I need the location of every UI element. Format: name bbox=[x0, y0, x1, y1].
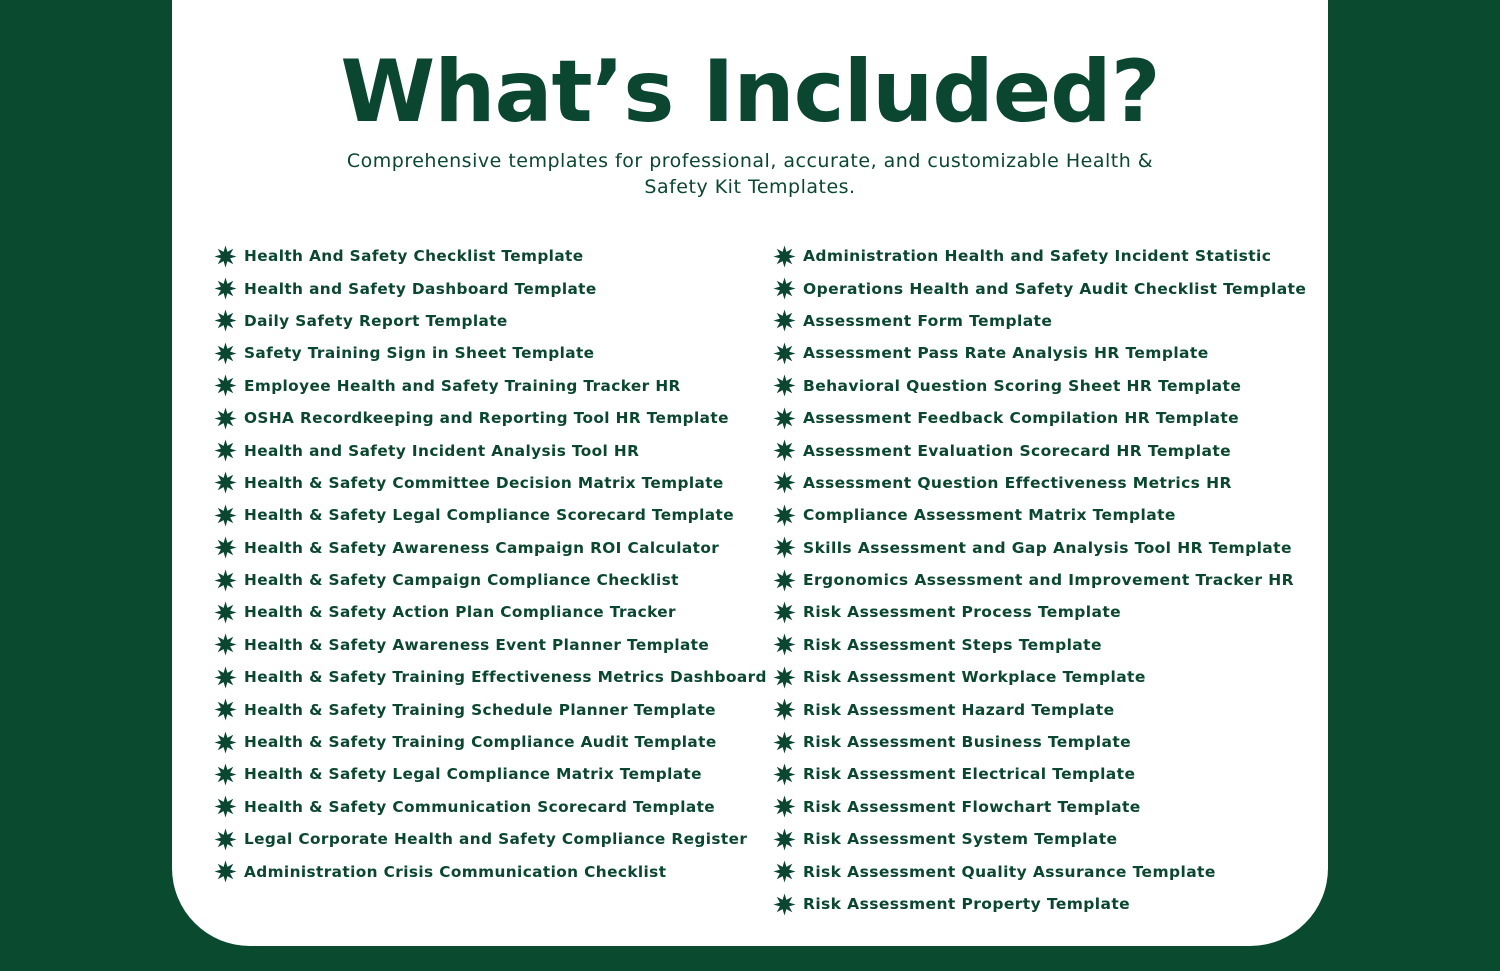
list-item bbox=[214, 532, 767, 564]
star-burst-icon bbox=[773, 504, 796, 527]
star-burst-icon bbox=[773, 536, 796, 559]
list-item-label: Safety Training Sign in Sheet Template bbox=[244, 344, 595, 363]
star-burst-icon bbox=[214, 860, 237, 883]
list-item bbox=[773, 305, 1306, 337]
list-item-label: Behavioral Question Scoring Sheet HR Template bbox=[803, 376, 1242, 395]
list-item-label: Health & Safety Training Schedule Planner Template bbox=[244, 700, 716, 719]
star-burst-icon bbox=[214, 277, 237, 300]
star-burst-icon bbox=[773, 893, 796, 916]
list-item bbox=[773, 499, 1306, 531]
star-burst-icon bbox=[214, 828, 237, 851]
star-burst-icon bbox=[773, 601, 796, 624]
star-burst-icon bbox=[773, 374, 796, 397]
list-item-label: Risk Assessment Business Template bbox=[803, 733, 1132, 752]
list-item bbox=[773, 272, 1306, 304]
list-item-label: OSHA Recordkeeping and Reporting Tool HR Template bbox=[244, 409, 729, 428]
star-burst-icon bbox=[773, 666, 796, 689]
list-item-label: Health & Safety Action Plan Compliance Tracker bbox=[244, 603, 676, 622]
star-burst-icon bbox=[773, 860, 796, 883]
list-item-label: Administration Health and Safety Incident Statistic bbox=[803, 247, 1272, 266]
list-item-label: Risk Assessment Steps Template bbox=[803, 635, 1102, 654]
template-list-left bbox=[214, 240, 767, 888]
star-burst-icon bbox=[214, 795, 237, 818]
list-item bbox=[773, 661, 1306, 693]
list-item-label: Health & Safety Legal Compliance Matrix Template bbox=[244, 765, 702, 784]
star-burst-icon bbox=[214, 245, 237, 268]
star-burst-icon bbox=[773, 731, 796, 754]
list-item bbox=[214, 791, 767, 823]
list-item-label: Risk Assessment Electrical Template bbox=[803, 765, 1136, 784]
list-item-label: Health & Safety Awareness Campaign ROI Calculator bbox=[244, 538, 720, 557]
star-burst-icon bbox=[214, 504, 237, 527]
list-item-label: Risk Assessment Flowchart Template bbox=[803, 797, 1141, 816]
star-burst-icon bbox=[773, 277, 796, 300]
list-item bbox=[214, 499, 767, 531]
list-item bbox=[773, 726, 1306, 758]
star-burst-icon bbox=[214, 666, 237, 689]
star-burst-icon bbox=[214, 536, 237, 559]
list-item-label: Risk Assessment Process Template bbox=[803, 603, 1122, 622]
template-list-right bbox=[773, 240, 1306, 920]
list-item bbox=[773, 434, 1306, 466]
list-item bbox=[214, 402, 767, 434]
list-item bbox=[214, 661, 767, 693]
list-item bbox=[773, 596, 1306, 628]
star-burst-icon bbox=[773, 471, 796, 494]
list-item-label: Assessment Evaluation Scorecard HR Template bbox=[803, 441, 1232, 460]
star-burst-icon bbox=[773, 633, 796, 656]
star-burst-icon bbox=[214, 763, 237, 786]
list-item-label: Health and Safety Incident Analysis Tool HR bbox=[244, 441, 640, 460]
list-item-label: Health & Safety Awareness Event Planner Template bbox=[244, 635, 710, 654]
star-burst-icon bbox=[773, 569, 796, 592]
list-item bbox=[214, 693, 767, 725]
star-burst-icon bbox=[214, 731, 237, 754]
list-item bbox=[214, 337, 767, 369]
star-burst-icon bbox=[773, 763, 796, 786]
list-item bbox=[214, 855, 767, 887]
star-burst-icon bbox=[773, 698, 796, 721]
list-item-label: Health & Safety Communication Scorecard Template bbox=[244, 797, 716, 816]
star-burst-icon bbox=[773, 795, 796, 818]
page-subtitle: Comprehensive templates for professional, accurate, and customizable Health & Safety Kit Templates. bbox=[346, 150, 1154, 198]
list-item bbox=[773, 467, 1306, 499]
list-item-label: Risk Assessment Hazard Template bbox=[803, 700, 1115, 719]
star-burst-icon bbox=[214, 309, 237, 332]
list-item-label: Legal Corporate Health and Safety Compliance Register bbox=[244, 830, 748, 849]
star-burst-icon bbox=[214, 601, 237, 624]
list-item-label: Health and Safety Dashboard Template bbox=[244, 279, 597, 298]
star-burst-icon bbox=[214, 633, 237, 656]
list-item bbox=[214, 596, 767, 628]
list-item-label: Risk Assessment Workplace Template bbox=[803, 668, 1146, 687]
star-burst-icon bbox=[214, 342, 237, 365]
star-burst-icon bbox=[214, 439, 237, 462]
list-item bbox=[214, 240, 767, 272]
list-item bbox=[773, 823, 1306, 855]
list-item bbox=[773, 629, 1306, 661]
list-item bbox=[773, 758, 1306, 790]
star-burst-icon bbox=[773, 828, 796, 851]
star-burst-icon bbox=[773, 342, 796, 365]
list-item-label: Health & Safety Legal Compliance Scorecard Template bbox=[244, 506, 735, 525]
list-item-label: Employee Health and Safety Training Tracker HR bbox=[244, 376, 681, 395]
star-burst-icon bbox=[214, 374, 237, 397]
list-item bbox=[773, 532, 1306, 564]
star-burst-icon bbox=[773, 309, 796, 332]
list-item bbox=[773, 337, 1306, 369]
list-item-label: Assessment Pass Rate Analysis HR Template bbox=[803, 344, 1209, 363]
list-item-label: Administration Crisis Communication Checklist bbox=[244, 862, 667, 881]
list-item-label: Assessment Question Effectiveness Metrics HR bbox=[803, 473, 1232, 492]
list-item bbox=[214, 467, 767, 499]
list-item bbox=[773, 240, 1306, 272]
list-item-label: Risk Assessment Property Template bbox=[803, 895, 1131, 913]
list-item-label: Risk Assessment System Template bbox=[803, 830, 1118, 849]
list-item-label: Daily Safety Report Template bbox=[244, 311, 508, 330]
star-burst-icon bbox=[214, 471, 237, 494]
list-item bbox=[214, 434, 767, 466]
list-item-label: Compliance Assessment Matrix Template bbox=[803, 506, 1176, 525]
list-item-label: Health & Safety Training Effectiveness Metrics Dashboard bbox=[244, 668, 767, 687]
list-item bbox=[773, 564, 1306, 596]
list-item-label: Health And Safety Checklist Template bbox=[244, 247, 584, 266]
list-item bbox=[214, 564, 767, 596]
list-item-label: Health & Safety Training Compliance Audit Template bbox=[244, 733, 717, 752]
list-item bbox=[214, 758, 767, 790]
list-item bbox=[773, 693, 1306, 725]
list-item bbox=[214, 370, 767, 402]
list-item bbox=[773, 855, 1306, 887]
list-item bbox=[773, 370, 1306, 402]
list-item bbox=[773, 402, 1306, 434]
star-burst-icon bbox=[773, 245, 796, 268]
star-burst-icon bbox=[214, 407, 237, 430]
star-burst-icon bbox=[773, 439, 796, 462]
list-item bbox=[214, 305, 767, 337]
list-item-label: Health & Safety Committee Decision Matrix Template bbox=[244, 473, 724, 492]
star-burst-icon bbox=[773, 407, 796, 430]
page-title: What’s Included? bbox=[340, 42, 1160, 142]
list-item-label: Ergonomics Assessment and Improvement Tracker HR bbox=[803, 571, 1294, 590]
list-item-label: Assessment Form Template bbox=[803, 311, 1053, 330]
list-item bbox=[214, 823, 767, 855]
list-item bbox=[773, 791, 1306, 823]
list-item-label: Operations Health and Safety Audit Checklist Template bbox=[803, 279, 1307, 298]
list-item bbox=[214, 629, 767, 661]
list-item bbox=[214, 272, 767, 304]
list-item bbox=[214, 726, 767, 758]
list-item-label: Risk Assessment Quality Assurance Template bbox=[803, 862, 1216, 881]
star-burst-icon bbox=[214, 698, 237, 721]
list-item-label: Skills Assessment and Gap Analysis Tool HR Template bbox=[803, 538, 1292, 557]
star-burst-icon bbox=[214, 569, 237, 592]
list-item-label: Assessment Feedback Compilation HR Template bbox=[803, 409, 1240, 428]
list-item bbox=[773, 888, 1306, 920]
list-item-label: Health & Safety Campaign Compliance Checklist bbox=[244, 571, 679, 590]
